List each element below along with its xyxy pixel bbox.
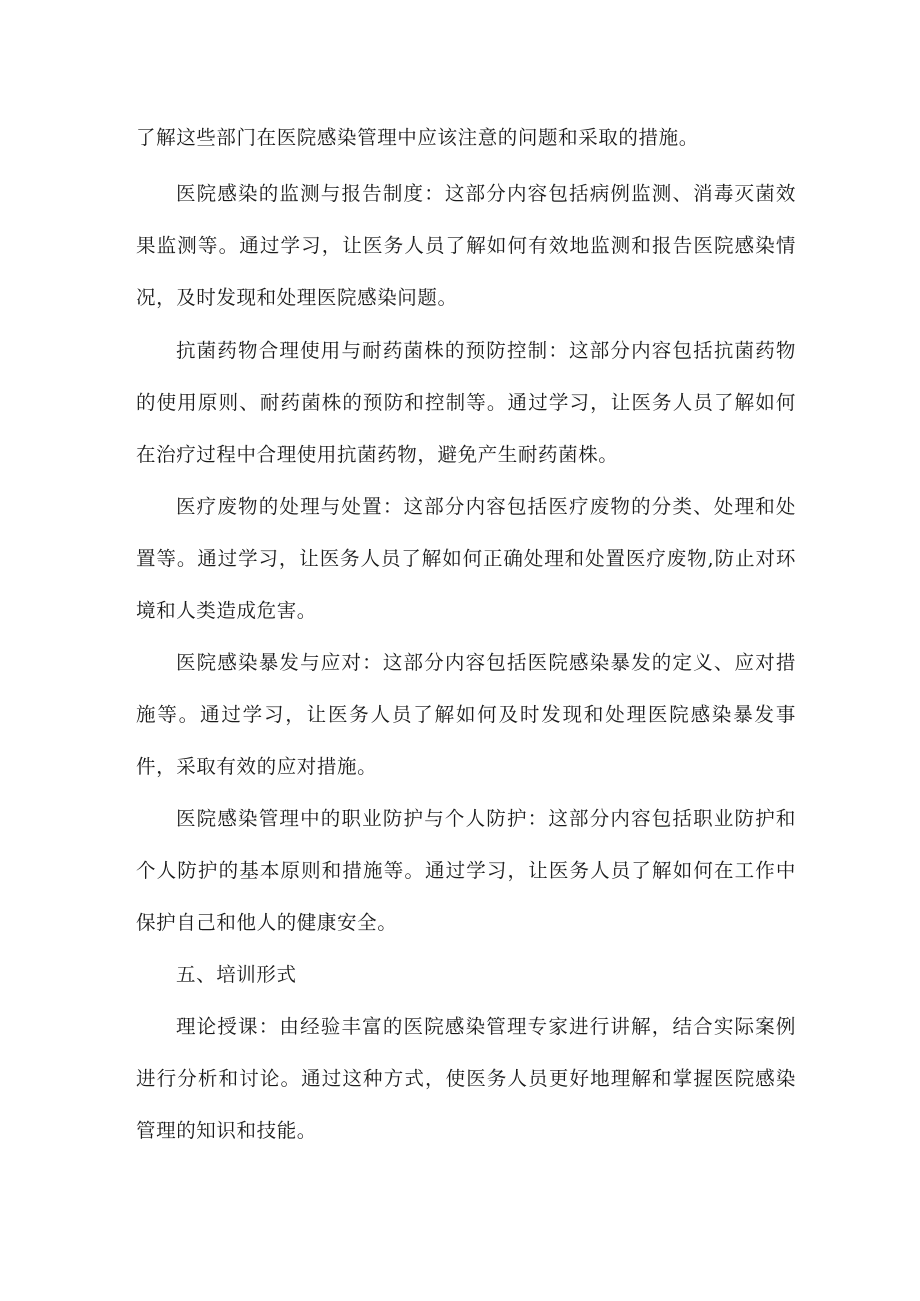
paragraph-medical-waste: 医疗废物的处理与处置：这部分内容包括医疗废物的分类、处理和处置等。通过学习，让医务人员了解如何正确处理和处置医疗废物,防止对环境和人类造成危害。 xyxy=(136,495,796,622)
paragraph-occupational-protection: 医院感染管理中的职业防护与个人防护：这部分内容包括职业防护和个人防护的基本原则和措施等。通过学习，让医务人员了解如何在工作中保护自己和他人的健康安全。 xyxy=(136,807,796,934)
paragraph-monitoring-reporting: 医院感染的监测与报告制度：这部分内容包括病例监测、消毒灭菌效果监测等。通过学习，让医务人员了解如何有效地监测和报告医院感染情况，及时发现和处理医院感染问题。 xyxy=(136,182,796,309)
paragraph-antibiotics: 抗菌药物合理使用与耐药菌株的预防控制：这部分内容包括抗菌药物的使用原则、耐药菌株的预防和控制等。通过学习，让医务人员了解如何在治疗过程中合理使用抗菌药物，避免产生耐药菌株。 xyxy=(136,339,796,466)
paragraph-continuation: 了解这些部门在医院感染管理中应该注意的问题和采取的措施。 xyxy=(136,126,699,149)
paragraph-outbreak-response: 医院感染暴发与应对：这部分内容包括医院感染暴发的定义、应对措施等。通过学习，让医务人员了解如何及时发现和处理医院感染暴发事件，采取有效的应对措施。 xyxy=(136,651,796,778)
paragraph-theory-lectures: 理论授课：由经验丰富的医院感染管理专家进行讲解，结合实际案例进行分析和讨论。通过这种方式，使医务人员更好地理解和掌握医院感染管理的知识和技能。 xyxy=(136,1015,796,1142)
section-heading-training-format: 五、培训形式 xyxy=(176,963,297,986)
